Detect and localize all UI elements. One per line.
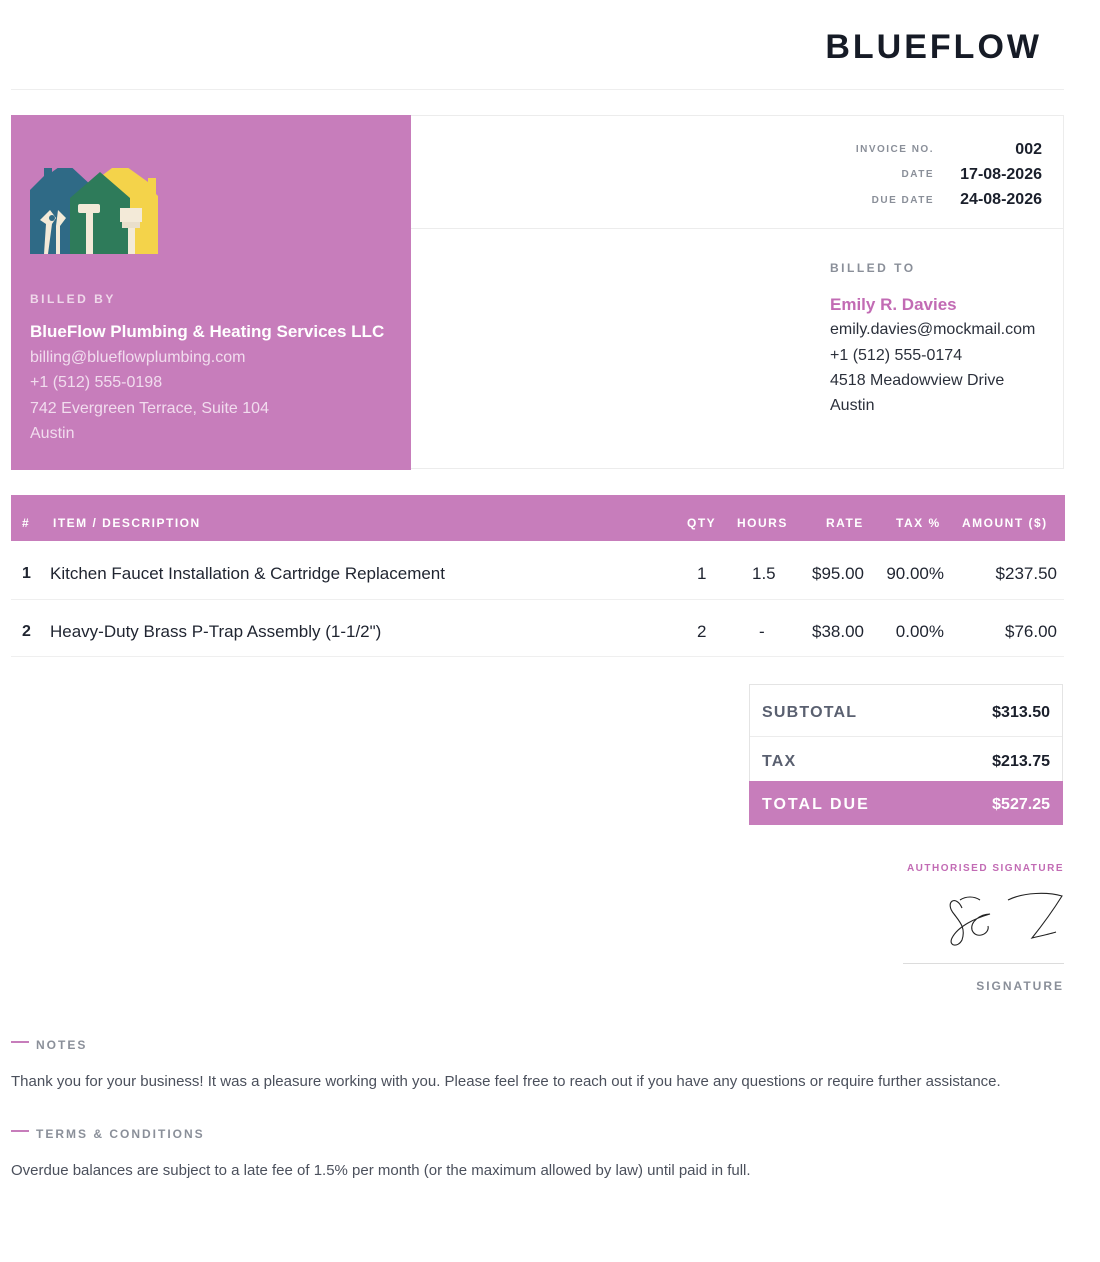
invoice-date-label: DATE	[901, 169, 934, 180]
table-row-qty: 1	[697, 564, 707, 583]
totals-divider	[750, 736, 1062, 737]
sender-address: 742 Evergreen Terrace, Suite 104	[30, 400, 269, 417]
terms-accent-dash	[11, 1130, 29, 1132]
client-email: emily.davies@mockmail.com	[830, 321, 1036, 338]
signature-caption: SIGNATURE	[976, 979, 1064, 993]
table-row-num: 1	[22, 565, 31, 582]
header-divider	[11, 89, 1064, 90]
signature-line	[903, 963, 1064, 964]
sender-city: Austin	[30, 425, 75, 442]
terms-label: TERMS & CONDITIONS	[36, 1127, 205, 1141]
house-tools-logo-icon	[30, 168, 158, 254]
sender-name: BlueFlow Plumbing & Heating Services LLC	[30, 322, 385, 341]
table-row-item: Heavy-Duty Brass P-Trap Assembly (1-1/2")	[50, 622, 382, 641]
col-header-item: ITEM / DESCRIPTION	[53, 516, 201, 530]
sender-phone: +1 (512) 555-0198	[30, 374, 163, 391]
billed-by-label: BILLED BY	[30, 292, 116, 306]
invoice-number-label: INVOICE NO.	[855, 144, 934, 155]
table-row-rate: $38.00	[812, 622, 864, 641]
notes-text: Thank you for your business! It was a pleasure working with you. Please feel free to reach out if you have any questions or require further assistance.	[11, 1073, 1001, 1090]
meta-divider	[411, 228, 1064, 229]
row-divider	[11, 656, 1064, 657]
notes-label: NOTES	[36, 1038, 88, 1052]
table-row-tax: 0.00%	[895, 622, 944, 641]
client-name: Emily R. Davies	[830, 295, 957, 314]
col-header-tax: TAX %	[896, 516, 941, 530]
table-row-item: Kitchen Faucet Installation & Cartridge Replacement	[50, 564, 445, 583]
tax-value: $213.75	[992, 753, 1050, 770]
due-date-label: DUE DATE	[871, 195, 934, 206]
col-header-qty: QTY	[687, 516, 717, 530]
invoice-date: 17-08-2026	[960, 166, 1042, 183]
due-date: 24-08-2026	[960, 191, 1042, 208]
col-header-num: #	[22, 516, 31, 530]
table-row-hours: 1.5	[752, 564, 776, 583]
table-row-amount: $76.00	[1005, 622, 1057, 641]
total-due-value: $527.25	[992, 796, 1050, 813]
table-row-hours: -	[759, 622, 765, 641]
client-address: 4518 Meadowview Drive	[830, 372, 1005, 389]
notes-accent-dash	[11, 1041, 29, 1043]
brand-title: BLUEFLOW	[825, 28, 1042, 66]
handwritten-signature-icon	[940, 888, 1068, 952]
table-row-qty: 2	[697, 622, 707, 641]
sender-email: billing@blueflowplumbing.com	[30, 349, 246, 366]
subtotal-value: $313.50	[992, 704, 1050, 721]
subtotal-label: SUBTOTAL	[762, 704, 858, 721]
total-due-label: TOTAL DUE	[762, 796, 870, 813]
row-divider	[11, 599, 1064, 600]
col-header-hours: HOURS	[737, 516, 788, 530]
signature-label: AUTHORISED SIGNATURE	[906, 863, 1064, 874]
table-row-num: 2	[22, 623, 31, 640]
client-city: Austin	[830, 397, 875, 414]
billed-to-label: BILLED TO	[830, 261, 916, 275]
table-row-rate: $95.00	[812, 564, 864, 583]
tax-label: TAX	[762, 753, 797, 770]
table-row-amount: $237.50	[995, 564, 1057, 583]
col-header-amount: AMOUNT ($)	[962, 516, 1048, 530]
table-row-tax: 90.00%	[886, 564, 944, 583]
client-phone: +1 (512) 555-0174	[830, 347, 963, 364]
col-header-rate: RATE	[826, 516, 864, 530]
invoice-number: 002	[1015, 141, 1042, 158]
terms-text: Overdue balances are subject to a late fee of 1.5% per month (or the maximum allowed by law) until paid in full.	[11, 1162, 751, 1179]
